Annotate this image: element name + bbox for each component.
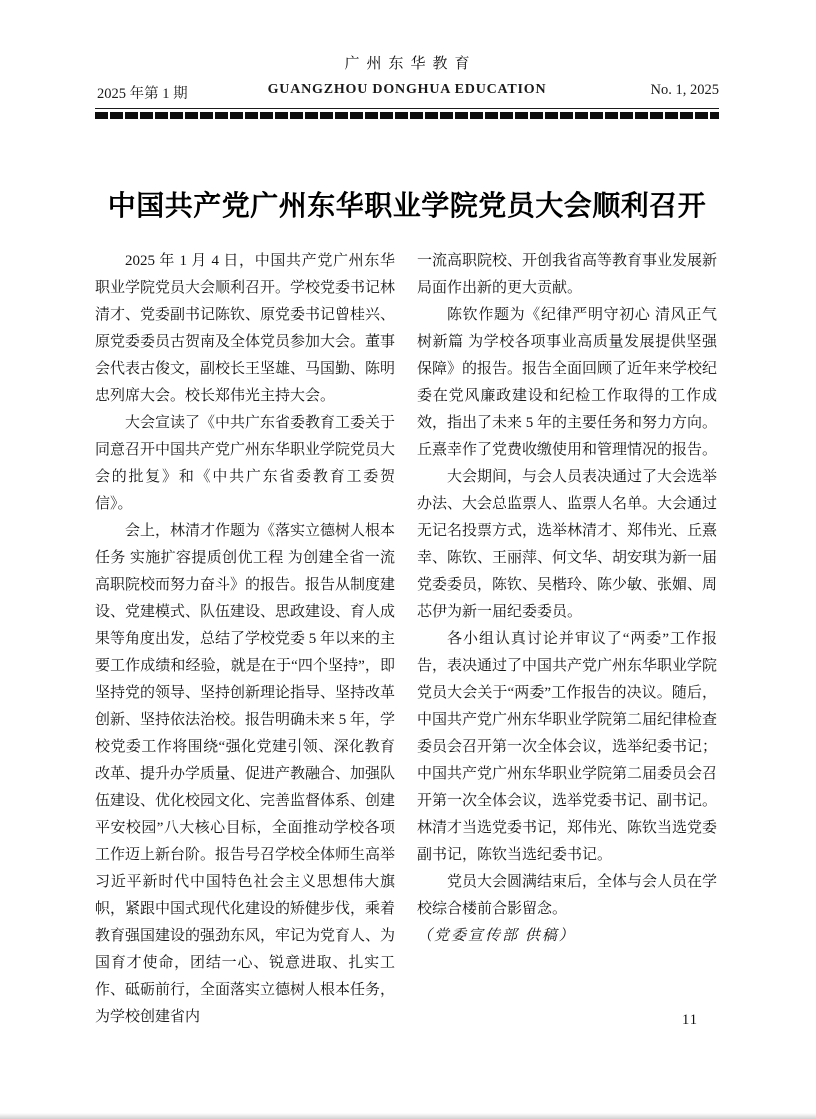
article-paragraph-continuation: 一流高职院校、开创我省高等教育事业发展新局面作出新的更大贡献。: [417, 253, 718, 296]
issue-label-cn: 2025 年第 1 期: [97, 86, 188, 102]
header-rule-thin: [95, 108, 719, 109]
article-paragraph: 2025 年 1 月 4 日，中国共产党广州东华职业学院党员大会顺利召开。学校党委书记林清才、党委副书记陈钦、原党委书记曾桂兴、原党委委员古贺南及全体党员参加大会。董事会代表古俊文，副校长王坚雄、马国勤、陈明忠列席大会。校长郑伟光主持大会。: [95, 253, 396, 404]
attribution-line: （党委宣传部 供稿）: [417, 928, 576, 944]
article-paragraph: 会上，林清才作题为《落实立德树人根本任务 实施扩容提质创优工程 为创建全省一流高职院校而努力奋斗》的报告。报告从制度建设、党建模式、队伍建设、思政建设、育人成果等角度出发，总结了学校党委 5 年以来的主要工作成绩和经验，就是在于“四个坚持”，即坚持党的领导、坚持创新理论指导、坚持改革创新、坚持依法治校。报告明确未来 5 年，学校党委工作将围绕“强化党建引领、深化教育改革、提升办学质量、促进产教融合、加强队伍建设、优化校园文化、完善监督体系、创建平安校园”八大核心目标，全面推动学校各项工作迈上新台阶。报告号召学校全体师生高举习近平新时代中国特色社会主义思想伟大旗帜，紧跟中国式现代化建设的矫健步伐，乘着教育强国建设的强劲东风，牢记为党育人、为国育才使命，团结一心、锐意进取、扎实工作、砥砺前行，全面落实立德树人根本任务，为学校创建省内: [95, 523, 396, 1025]
journal-name-en: GUANGZHOU DONGHUA EDUCATION: [267, 82, 547, 97]
article-paragraph: 各小组认真讨论并审议了“两委”工作报告，表决通过了中国共产党广州东华职业学院党员大会关于“两委”工作报告的决议。随后，中国共产党广州东华职业学院第二届纪律检查委员会召开第一次全体会议，选举纪委书记；中国共产党广州东华职业学院第二届委员会召开第一次全体会议，选举党委书记、副书记。林清才当选党委书记，郑伟光、陈钦当选党委副书记，陈钦当选纪委书记。: [417, 631, 718, 863]
page-bottom-shade: [0, 1113, 816, 1119]
article-body: [95, 248, 717, 1031]
article-title: 中国共产党广州东华职业学院党员大会顺利召开: [107, 189, 707, 221]
page-number: 11: [682, 1012, 698, 1028]
journal-name-cn: 广州东华教育: [344, 56, 477, 72]
header-rule-dashed: [95, 112, 719, 119]
masthead-row: [95, 82, 719, 102]
article-paragraph: 大会期间，与会人员表决通过了大会选举办法、大会总监票人、监票人名单。大会通过无记名投票方式，选举林清才、郑伟光、丘熹幸、陈钦、王丽萍、何文华、胡安琪为新一届党委委员，陈钦、吴楷玲、陈少敏、张媚、周芯伊为新一届纪委委员。: [417, 469, 718, 620]
article-paragraph: 大会宣读了《中共广东省委教育工委关于同意召开中国共产党广州东华职业学院党员大会的批复》和《中共广东省委教育工委贺信》。: [95, 415, 396, 512]
masthead: [95, 52, 719, 119]
issue-label-en: No. 1, 2025: [650, 82, 719, 98]
column-right: [417, 248, 717, 1031]
column-left: [95, 248, 395, 1031]
article-paragraph: 陈钦作题为《纪律严明守初心 清风正气树新篇 为学校各项事业高质量发展提供坚强保障》的报告。报告全面回顾了近年来学校纪委在党风廉政建设和纪检工作取得的工作成效，指出了未来 5 年的主要任务和努力方向。丘熹幸作了党费收缴使用和管理情况的报告。: [417, 307, 718, 458]
article-paragraph: 党员大会圆满结束后，全体与会人员在学校综合楼前合影留念。: [417, 874, 718, 917]
